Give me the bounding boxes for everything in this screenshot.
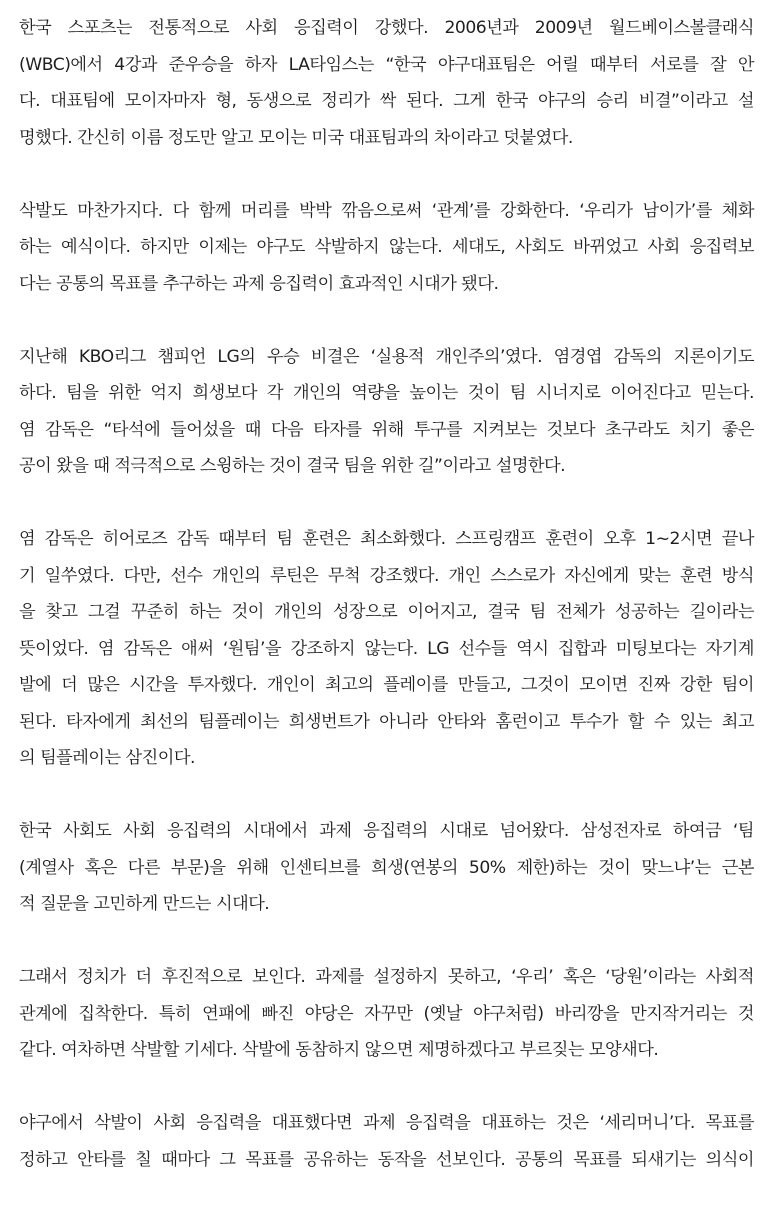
text-line: 같다. 여차하면 삭발할 기세다. 삭발에 동참하지 않으면 제명하겠다고 부르짖는 모양새다. [19, 1040, 659, 1060]
article-body [19, 10, 754, 1215]
text-line: (WBC)에서 4강과 준우승을 하자 LA타임스는 “한국 야구대표팀은 어릴 때부터 서로를 잘 안 [19, 54, 754, 75]
paragraph-7 [19, 1105, 754, 1178]
text-line: 명했다. 간신히 이름 정도만 알고 모이는 미국 대표팀과의 차이라고 덧붙였다. [19, 127, 573, 148]
text-line: 적 질문을 고민하게 만드는 시대다. [19, 894, 270, 914]
text-line: 뜻이었다. 염 감독은 애써 ‘원팀’을 강조하지 않는다. LG 선수들 역시 집합과 미팅보다는 자기계 [19, 638, 754, 659]
text-line: 을 찾고 그걸 꾸준히 하는 것이 개인의 성장으로 이어지고, 결국 팀 전체가 성공하는 길이라는 [19, 602, 754, 622]
paragraph-4 [19, 521, 754, 777]
text-line: 하는 예식이다. 하지만 이제는 야구도 삭발하지 않는다. 세대도, 사회도 바뀌었고 사회 응집력보 [19, 237, 754, 257]
text-line: 의 팀플레이는 삼진이다. [19, 748, 195, 768]
text-line: 관계에 집착한다. 특히 연패에 빠진 야당은 자꾸만 (옛날 야구처럼) 바리깡을 만지작거리는 것 [19, 1003, 754, 1024]
text-line: 야구에서 삭발이 사회 응집력을 대표했다면 과제 응집력을 대표하는 것은 ‘세리머니’다. 목표를 [19, 1113, 754, 1133]
paragraph-3 [19, 339, 754, 485]
text-line: 다는 공통의 목표를 추구하는 과제 응집력이 효과적인 시대가 됐다. [19, 273, 499, 294]
text-line: 삭발도 마찬가지다. 다 함께 머리를 박박 깎음으로써 ‘관계’를 강화한다. ‘우리가 남이가’를 체화 [19, 200, 754, 221]
paragraph-2 [19, 193, 754, 303]
text-line: (계열사 혹은 다른 부문)을 위해 인센티브를 희생(연봉의 50% 제한)하는 것이 맞느냐’는 근본 [19, 857, 754, 878]
text-line: 공이 왔을 때 적극적으로 스윙하는 것이 결국 팀을 위한 길”이라고 설명한다. [19, 456, 566, 476]
text-line: 정하고 안타를 칠 때마다 그 목표를 공유하는 동작을 선보인다. 공통의 목표를 되새기는 의식이 [19, 1149, 754, 1170]
text-line: 한국 스포츠는 전통적으로 사회 응집력이 강했다. 2006년과 2009년 월드베이스볼클래식 [19, 18, 754, 38]
text-line: 염 감독은 히어로즈 감독 때부터 팀 훈련은 최소화했다. 스프링캠프 훈련이 오후 1~2시면 끝나 [19, 529, 754, 549]
paragraph-5 [19, 813, 754, 923]
text-line: 된다. 타자에게 최선의 팀플레이는 희생번트가 아니라 안타와 홈런이고 투수가 할 수 있는 최고 [19, 711, 754, 732]
text-line: 하다. 팀을 위한 억지 희생보다 각 개인의 역량을 높이는 것이 팀 시너지로 이어진다고 믿는다. [19, 383, 754, 403]
text-line: 그래서 정치가 더 후진적으로 보인다. 과제를 설정하지 못하고, ‘우리’ 혹은 ‘당원’이라는 사회적 [19, 967, 754, 987]
text-line: 지난해 KBO리그 챔피언 LG의 우승 비결은 ‘실용적 개인주의’였다. 염경엽 감독의 지론이기도 [19, 346, 754, 367]
text-line: 다. 대표팀에 모이자마자 형, 동생으로 정리가 싹 된다. 그게 한국 야구의 승리 비결”이라고 설 [19, 91, 754, 111]
paragraph-6 [19, 959, 754, 1069]
paragraph-1 [19, 10, 754, 156]
text-line: 염 감독은 “타석에 들어섰을 때 다음 타자를 위해 투구를 지켜보는 것보다 초구라도 치기 좋은 [19, 419, 754, 440]
text-line: 기 일쑤였다. 다만, 선수 개인의 루틴은 무척 강조했다. 개인 스스로가 자신에게 맞는 훈련 방식 [19, 565, 754, 586]
text-line: 한국 사회도 사회 응집력의 시대에서 과제 응집력의 시대로 넘어왔다. 삼성전자로 하여금 ‘팀 [19, 821, 754, 841]
text-line: 발에 더 많은 시간을 투자했다. 개인이 최고의 플레이를 만들고, 그것이 모이면 진짜 강한 팀이 [19, 675, 754, 695]
